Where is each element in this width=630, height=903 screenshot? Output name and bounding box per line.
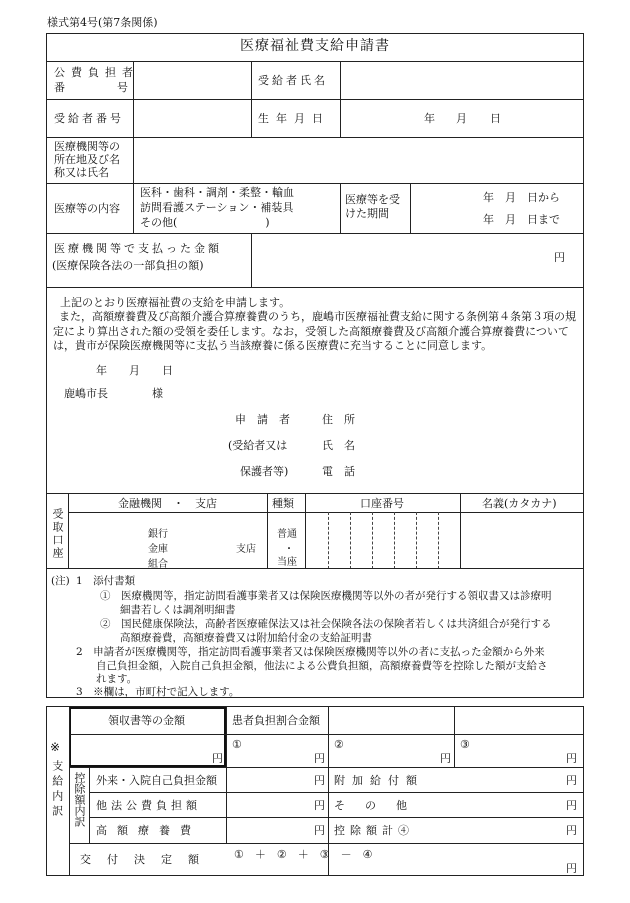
outpatient-yen: 円	[314, 774, 325, 787]
account-type-header: 種類	[272, 497, 294, 510]
note-1a-cont: 細書若しくは調剤明細書	[120, 604, 236, 616]
decision-amount-label: 交付決定額	[80, 853, 215, 866]
paid-amount-sublabel: (医療保険各法の一部負担の額)	[52, 259, 204, 272]
insurer-label: 公費負担者	[54, 66, 139, 79]
content-line-2: 訪問看護ステーション・補装具	[140, 201, 294, 214]
high-cost-label: 高額療養費	[96, 824, 201, 837]
other-label: その他	[334, 799, 427, 812]
shinkin-suffix: 金庫	[148, 544, 168, 555]
bank-suffix: 銀行	[148, 529, 168, 540]
form-number: 様式第4号(第7条関係)	[47, 16, 158, 29]
guardian-label: 保護者等)	[240, 465, 289, 478]
content-line-1: 医科・歯科・調剤・柔整・輸血	[140, 186, 294, 199]
receipt-amount-yen: 円	[212, 752, 223, 765]
amount-1-yen: 円	[314, 752, 325, 765]
other-yen: 円	[566, 799, 577, 812]
additional-yen: 円	[566, 774, 577, 787]
paid-amount-yen: 円	[554, 251, 565, 264]
account-holder-field[interactable]	[461, 513, 583, 568]
payment-side-label: 支給内訳	[50, 760, 64, 820]
note-1b-cont: 高額療養費，高額療養費又は附加給付金の支給証明書	[120, 632, 372, 644]
account-number-field[interactable]	[306, 513, 459, 568]
other-law-yen: 円	[314, 799, 325, 812]
circle-3: ③	[460, 738, 470, 751]
content-label: 医療等の内容	[54, 202, 120, 215]
application-date: 年 月 日	[96, 364, 173, 377]
note-1a: ① 医療機関等，指定訪問看護事業者又は保険医療機関等以外の者が発行する領収書又は診療明	[100, 590, 552, 602]
recipient-name-field[interactable]	[341, 62, 583, 98]
note-3: 3 ※欄は，市町村で記入します。	[76, 686, 240, 698]
account-section-label: 受取口座	[51, 508, 64, 560]
asterisk-mark: ※	[50, 740, 61, 754]
kumiai-suffix: 組合	[148, 559, 168, 570]
note-2: 2 申請者が医療機関等，指定訪問看護事業者又は保険医療機関等以外の者に支払った金額から外来	[76, 646, 545, 658]
address-field[interactable]	[370, 408, 570, 426]
addressee: 鹿嶋市長 様	[64, 387, 163, 400]
birth-date-label: 生年月日	[258, 112, 330, 125]
period-label: 医療等を受けた期間	[345, 193, 400, 220]
circle-2: ②	[334, 738, 344, 751]
birth-year-unit: 年	[424, 112, 435, 125]
deduction-total-yen: 円	[566, 824, 577, 837]
ratio-amount-header: 患者負担割合金額	[232, 714, 320, 727]
address-label: 住 所	[322, 413, 355, 426]
recipient-name-label: 受給者氏名	[258, 74, 328, 87]
note-2-cont2: れます。	[96, 673, 138, 685]
type-ordinary[interactable]: 普通	[277, 529, 297, 540]
additional-label: 附加給付額	[334, 774, 424, 787]
decision-yen: 円	[566, 862, 577, 875]
account-number-header: 口座番号	[360, 497, 404, 510]
outpatient-label: 外来・入院自己負担金額	[96, 774, 217, 787]
note-2-cont: 自己負担金額，入院自己負担金額，他法による公費負担額，高額療養費等を控除した額が支給さ	[96, 660, 548, 672]
applicant-label: 申 請 者	[235, 413, 290, 426]
birth-month-unit: 月	[456, 112, 467, 125]
institution-field[interactable]	[134, 138, 583, 182]
decision-formula: ① ＋ ② ＋ ③ － ④	[234, 848, 373, 861]
form-title: 医療福祉費支給申請書	[240, 38, 390, 54]
notes-prefix: (注)	[51, 575, 70, 587]
phone-label: 電 話	[322, 465, 355, 478]
period-from: 年 月 日から	[483, 191, 560, 204]
type-current[interactable]: 当座	[277, 557, 297, 568]
birth-day-unit: 日	[490, 112, 501, 125]
name-field[interactable]	[370, 434, 570, 452]
paid-amount-field[interactable]	[252, 234, 583, 287]
amount-3-yen: 円	[566, 752, 577, 765]
circle-1: ①	[232, 738, 242, 751]
declaration-p1: 上記のとおり医療福祉費の支給を申請します。	[60, 296, 291, 309]
insurer-number-field[interactable]	[134, 62, 250, 98]
declaration-p2: また，高額療養費及び高額介護合算療養費のうち，鹿嶋市医療福祉費支給に関する条例第４条第３項の規定により算出された額の受領を委任します。なお，受領した高額療養費及び高額介護合算療養費については，貴市が保険医療機関等に支払う当該療養に係る医療費に充当することに同意します。	[53, 310, 576, 352]
institution-label: 医療機関等の所在地及び名称又は氏名	[54, 140, 120, 179]
recipient-number-label: 受給者番号	[54, 112, 124, 125]
branch-suffix: 支店	[236, 544, 256, 555]
deduction-breakdown-label: 控除額内訳	[73, 772, 86, 827]
insurer-label-2: 番 号	[54, 81, 128, 94]
paid-amount-label: 医療機関等で支払った金額	[54, 242, 222, 255]
period-to: 年 月 日まで	[483, 213, 560, 226]
phone-field[interactable]	[370, 460, 570, 478]
content-line-3: その他( )	[140, 216, 270, 229]
type-separator: ・	[284, 544, 294, 555]
amount-2-yen: 円	[440, 752, 451, 765]
recipient-number-field[interactable]	[134, 100, 250, 136]
note-1: 1 添付書類	[76, 575, 136, 587]
account-holder-header: 名義(カタカナ)	[482, 497, 557, 510]
deduction-total-label: 控除額計④	[334, 824, 414, 837]
recipient-or-label: (受給者又は	[228, 439, 288, 452]
name-label: 氏 名	[322, 439, 355, 452]
note-1b: ② 国民健康保険法，高齢者医療確保法又は社会保険各法の保険者若しくは共済組合が発行する	[100, 618, 552, 630]
receipt-amount-header: 領収書等の金額	[108, 714, 185, 727]
bank-branch-header: 金融機関 ・ 支店	[118, 497, 217, 510]
high-cost-yen: 円	[314, 824, 325, 837]
other-law-label: 他法公費負担額	[96, 799, 201, 812]
